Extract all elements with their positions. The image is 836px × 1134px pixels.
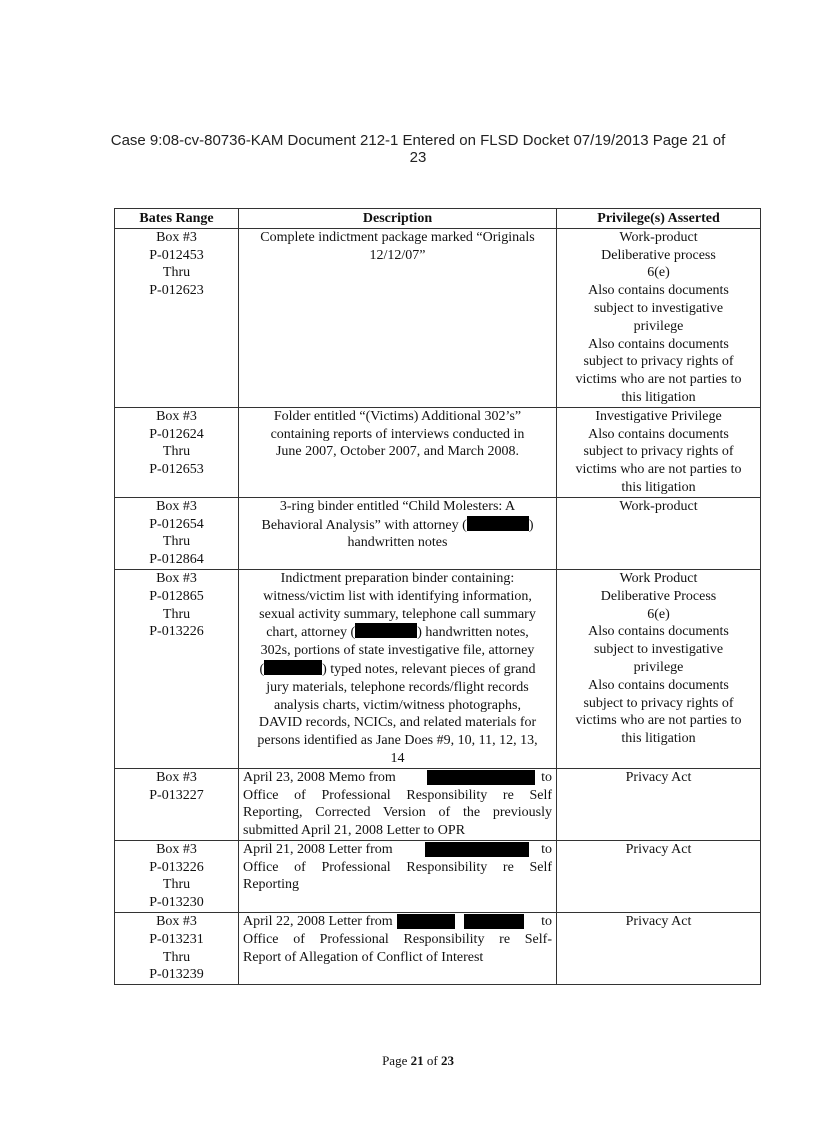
description-text: Behavioral Analysis” with attorney ( xyxy=(261,517,467,533)
privilege-cell xyxy=(557,497,761,569)
footer-total-pages: 23 xyxy=(440,1053,454,1068)
description-line: Office of Professional Responsibility re Self- xyxy=(243,931,552,947)
bates-line: Box #3 xyxy=(156,570,197,586)
description-line: Office of Professional Responsibility re Self xyxy=(243,787,552,803)
privilege-line: Also contains documents xyxy=(588,426,729,442)
bates-line: P-012653 xyxy=(149,462,204,478)
privilege-cell xyxy=(557,407,761,497)
privilege-line: 6(e) xyxy=(647,265,670,281)
privilege-cell xyxy=(557,569,761,768)
privilege-cell xyxy=(557,228,761,407)
description-line: jury materials, telephone records/flight records xyxy=(266,679,529,695)
bates-range-cell xyxy=(115,497,239,569)
table-row xyxy=(115,768,761,840)
redaction-block xyxy=(397,914,455,929)
privilege-line: Also contains documents xyxy=(588,283,729,299)
case-header-line-1: Case 9:08-cv-80736-KAM Document 212-1 Entered on FLSD Docket 07/19/2013 Page 21 of xyxy=(110,132,726,149)
redaction-block xyxy=(264,660,322,675)
description-line: sexual activity summary, telephone call summary xyxy=(259,606,536,622)
column-header-bates-range: Bates Range xyxy=(115,209,239,229)
description-text: ( xyxy=(259,661,265,677)
description-cell xyxy=(239,228,557,407)
privilege-line: privilege xyxy=(633,659,684,675)
description-text: ) handwritten notes, xyxy=(417,625,529,641)
privilege-line: subject to privacy rights of xyxy=(583,695,734,711)
description-cell xyxy=(239,768,557,840)
privilege-line: subject to privacy rights of xyxy=(583,444,734,460)
description-cell xyxy=(239,407,557,497)
bates-line: Box #3 xyxy=(156,408,197,424)
bates-line: Thru xyxy=(162,534,191,550)
privilege-line: subject to privacy rights of xyxy=(583,354,734,370)
description-line: Reporting xyxy=(243,877,299,893)
description-text: to xyxy=(541,769,552,785)
privilege-line: privilege xyxy=(633,318,684,334)
redaction-block xyxy=(355,623,417,638)
privilege-line: Work Product xyxy=(619,570,698,586)
description-line: Folder entitled “(Victims) Additional 302’s” xyxy=(273,408,522,424)
description-cell xyxy=(239,497,557,569)
privilege-line: Privacy Act xyxy=(625,914,692,930)
description-cell xyxy=(239,913,557,985)
bates-range-cell xyxy=(115,840,239,912)
bates-line: P-012864 xyxy=(149,552,204,568)
privilege-line: victims who are not parties to xyxy=(575,462,742,478)
bates-line: P-013230 xyxy=(149,895,204,911)
redaction-block xyxy=(464,914,524,929)
privilege-line: this litigation xyxy=(621,479,696,495)
description-line: 302s, portions of state investigative file, attorney xyxy=(260,643,535,659)
description-text: ) typed notes, relevant pieces of grand xyxy=(322,661,536,677)
redaction-block xyxy=(425,842,529,857)
bates-line: Box #3 xyxy=(156,841,197,857)
privilege-line: Deliberative Process xyxy=(600,588,717,604)
privilege-line: Deliberative process xyxy=(601,247,716,263)
bates-line: P-013231 xyxy=(149,931,204,947)
bates-range-cell xyxy=(115,768,239,840)
bates-line: P-012654 xyxy=(149,516,204,532)
description-line: 3-ring binder entitled “Child Molesters: A xyxy=(279,498,516,514)
privilege-line: Work-product xyxy=(619,229,698,245)
description-text: April 23, 2008 Memo from xyxy=(243,769,396,785)
bates-line: Thru xyxy=(162,606,191,622)
description-cell xyxy=(239,569,557,768)
privilege-line: this litigation xyxy=(621,389,696,405)
bates-line: Thru xyxy=(162,265,191,281)
description-cell xyxy=(239,840,557,912)
bates-line: Box #3 xyxy=(156,229,197,245)
case-header-line-2: 23 xyxy=(409,149,427,166)
privilege-line: Investigative Privilege xyxy=(595,408,722,424)
description-line: Complete indictment package marked “Originals xyxy=(260,229,535,245)
description-text: chart, attorney ( xyxy=(266,625,356,641)
bates-line: Thru xyxy=(162,444,191,460)
privilege-line: Also contains documents xyxy=(588,677,729,693)
bates-line: Thru xyxy=(162,877,191,893)
privilege-line: subject to investigative xyxy=(593,300,724,316)
bates-range-cell xyxy=(115,569,239,768)
table-row xyxy=(115,228,761,407)
description-text: to xyxy=(541,914,552,930)
privilege-line: 6(e) xyxy=(647,606,670,622)
page-footer xyxy=(0,1053,836,1069)
description-line: 14 xyxy=(390,750,405,766)
footer-middle: of xyxy=(423,1053,441,1068)
description-line: Reporting, Corrected Version of the previously xyxy=(243,805,552,821)
description-line xyxy=(243,623,552,642)
description-line xyxy=(243,913,552,931)
table-row xyxy=(115,913,761,985)
footer-page-number: 21 xyxy=(410,1053,424,1068)
bates-line: P-013226 xyxy=(149,624,204,640)
bates-line: P-012453 xyxy=(149,247,204,263)
privilege-cell xyxy=(557,840,761,912)
description-text: April 22, 2008 Letter from xyxy=(243,914,393,930)
privilege-line: victims who are not parties to xyxy=(575,713,742,729)
table-row xyxy=(115,840,761,912)
bates-range-cell xyxy=(115,228,239,407)
privilege-line: Also contains documents xyxy=(588,336,729,352)
table-row xyxy=(115,569,761,768)
privilege-cell xyxy=(557,913,761,985)
description-line xyxy=(243,660,552,679)
bates-line: P-012865 xyxy=(149,588,204,604)
footer-prefix: Page xyxy=(382,1053,411,1068)
description-line: Office of Professional Responsibility re Self xyxy=(243,859,552,875)
privilege-cell xyxy=(557,768,761,840)
bates-range-cell xyxy=(115,913,239,985)
description-line: containing reports of interviews conducted in xyxy=(270,426,525,442)
bates-line: P-012623 xyxy=(149,283,204,299)
description-line: Indictment preparation binder containing: xyxy=(280,570,515,586)
description-line: submitted April 21, 2008 Letter to OPR xyxy=(243,823,466,839)
description-line: 12/12/07” xyxy=(369,247,426,263)
privilege-line: subject to investigative xyxy=(593,642,724,658)
bates-line: Thru xyxy=(162,949,191,965)
description-line xyxy=(243,769,552,787)
description-line xyxy=(243,841,552,859)
privilege-line: victims who are not parties to xyxy=(575,372,742,388)
description-line: witness/victim list with identifying information, xyxy=(263,588,532,604)
bates-line: Box #3 xyxy=(156,914,197,930)
bates-range-cell xyxy=(115,407,239,497)
privilege-log-table xyxy=(114,208,761,985)
bates-line: Box #3 xyxy=(156,498,197,514)
table-row xyxy=(115,497,761,569)
privilege-line: this litigation xyxy=(621,731,696,747)
bates-line: P-013227 xyxy=(149,787,204,803)
redaction-block xyxy=(427,770,535,785)
redaction-block xyxy=(467,516,529,531)
bates-line: P-013226 xyxy=(149,859,204,875)
description-line: handwritten notes xyxy=(347,535,448,551)
table-header-row xyxy=(115,209,761,229)
description-text: to xyxy=(541,841,552,857)
description-line: Report of Allegation of Conflict of Interest xyxy=(243,949,484,965)
description-line: DAVID records, NCICs, and related materials for xyxy=(258,715,537,731)
description-line xyxy=(243,516,552,535)
column-header-description: Description xyxy=(239,209,557,229)
case-header xyxy=(0,132,836,166)
bates-line: P-012624 xyxy=(149,426,204,442)
table-row xyxy=(115,407,761,497)
privilege-line: Also contains documents xyxy=(588,624,729,640)
bates-line: Box #3 xyxy=(156,769,197,785)
description-line: persons identified as Jane Does #9, 10, 11, 12, 13, xyxy=(257,733,538,749)
privilege-line: Work-product xyxy=(619,498,698,514)
description-text: April 21, 2008 Letter from xyxy=(243,841,393,857)
privilege-line: Privacy Act xyxy=(625,841,692,857)
bates-line: P-013239 xyxy=(149,967,204,983)
description-line: June 2007, October 2007, and March 2008. xyxy=(275,444,519,460)
privilege-line: Privacy Act xyxy=(625,769,692,785)
column-header-privileges: Privilege(s) Asserted xyxy=(557,209,761,229)
description-line: analysis charts, victim/witness photographs, xyxy=(274,697,521,713)
description-text: ) xyxy=(528,517,534,533)
